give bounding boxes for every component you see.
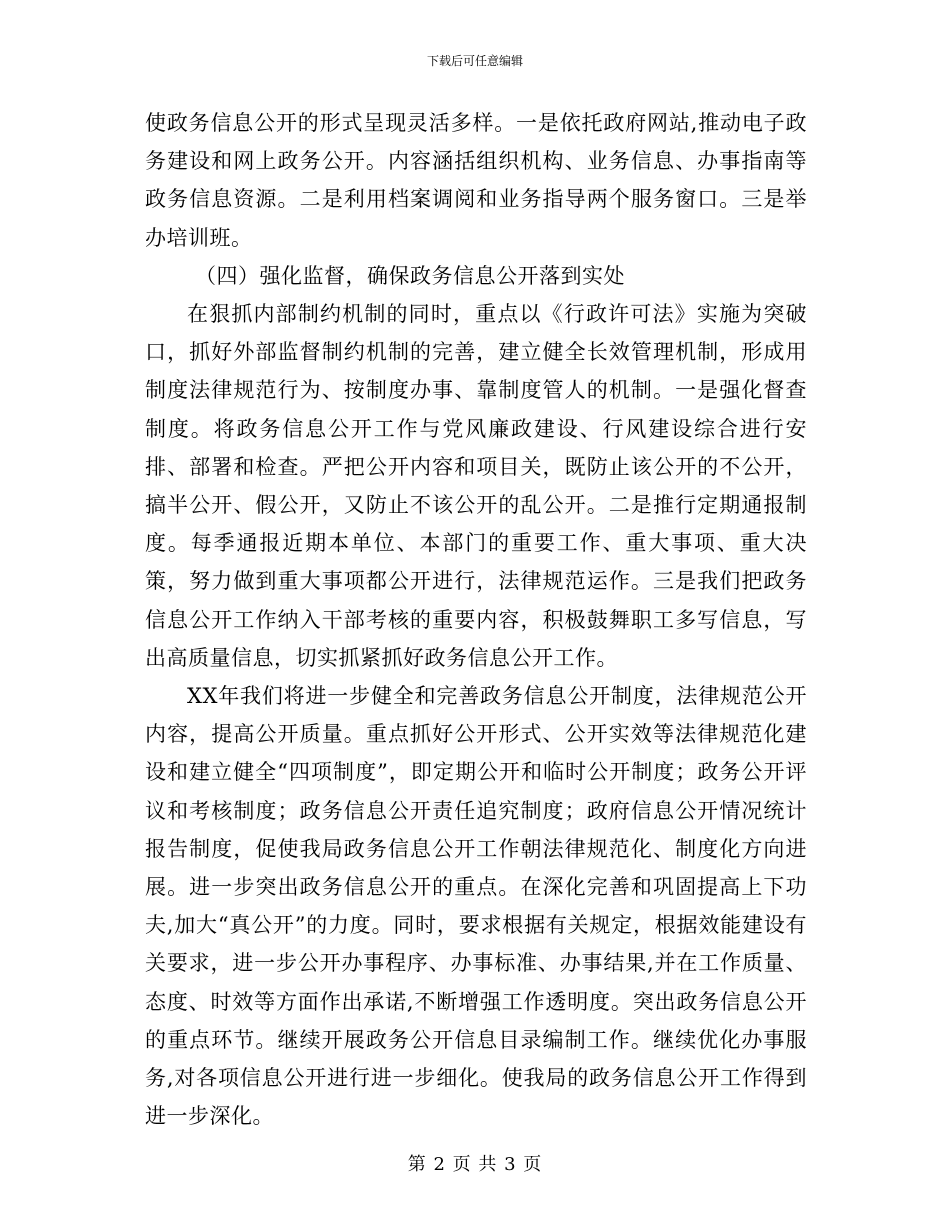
page-header-note: 下载后可任意编辑	[426, 54, 523, 68]
document-body	[145, 104, 807, 1135]
paragraph-3: XX年我们将进一步健全和完善政务信息公开制度，法律规范公开内容，提高公开质量。重点抓好公开形式、公开实效等法律规范化建设和建立健全“四项制度”，即定期公开和临时公开制度；政务公开评议和考核制度；政务信息公开责任追究制度；政府信息公开情况统计报告制度，促使我局政务信息公开工作朝法律规范化、制度化方向进展。进一步突出政务信息公开的重点。在深化完善和巩固提高上下功夫,加大“真公开”的力度。同时，要求根据有关规定，根据效能建设有关要求，进一步公开办事程序、办事标准、办事结果,并在工作质量、态度、时效等方面作出承诺,不断增强工作透明度。突出政务信息公开的重点环节。继续开展政务公开信息目录编制工作。继续优化办事服务,对各项信息公开进行进一步细化。使我局的政务信息公开工作得到进一步深化。	[145, 684, 807, 1129]
page-number: 第 2 页 共 3 页	[407, 1154, 543, 1175]
paragraph-1: 使政务信息公开的形式呈现灵活多样。一是依托政府网站,推动电子政务建设和网上政务公开。内容涵括组织机构、业务信息、办事指南等政务信息资源。二是利用档案调阅和业务指导两个服务窗口。三是举办培训班。	[145, 111, 807, 250]
section-heading-4: （四）强化监督，确保政务信息公开落到实处	[195, 263, 625, 288]
paragraph-2: 在狠抓内部制约机制的同时，重点以《行政许可法》实施为突破口，抓好外部监督制约机制的完善，建立健全长效管理机制，形成用制度法律规范行为、按制度办事、靠制度管人的机制。一是强化督查制度。将政务信息公开工作与党风廉政建设、行风建设综合进行安排、部署和检查。严把公开内容和项目关，既防止该公开的不公开，搞半公开、假公开，又防止不该公开的乱公开。二是推行定期通报制度。每季通报近期本单位、本部门的重要工作、重大事项、重大决策，努力做到重大事项都公开进行，法律规范运作。三是我们把政务信息公开工作纳入干部考核的重要内容，积极鼓舞职工多写信息，写出高质量信息，切实抓紧抓好政务信息公开工作。	[145, 302, 807, 670]
